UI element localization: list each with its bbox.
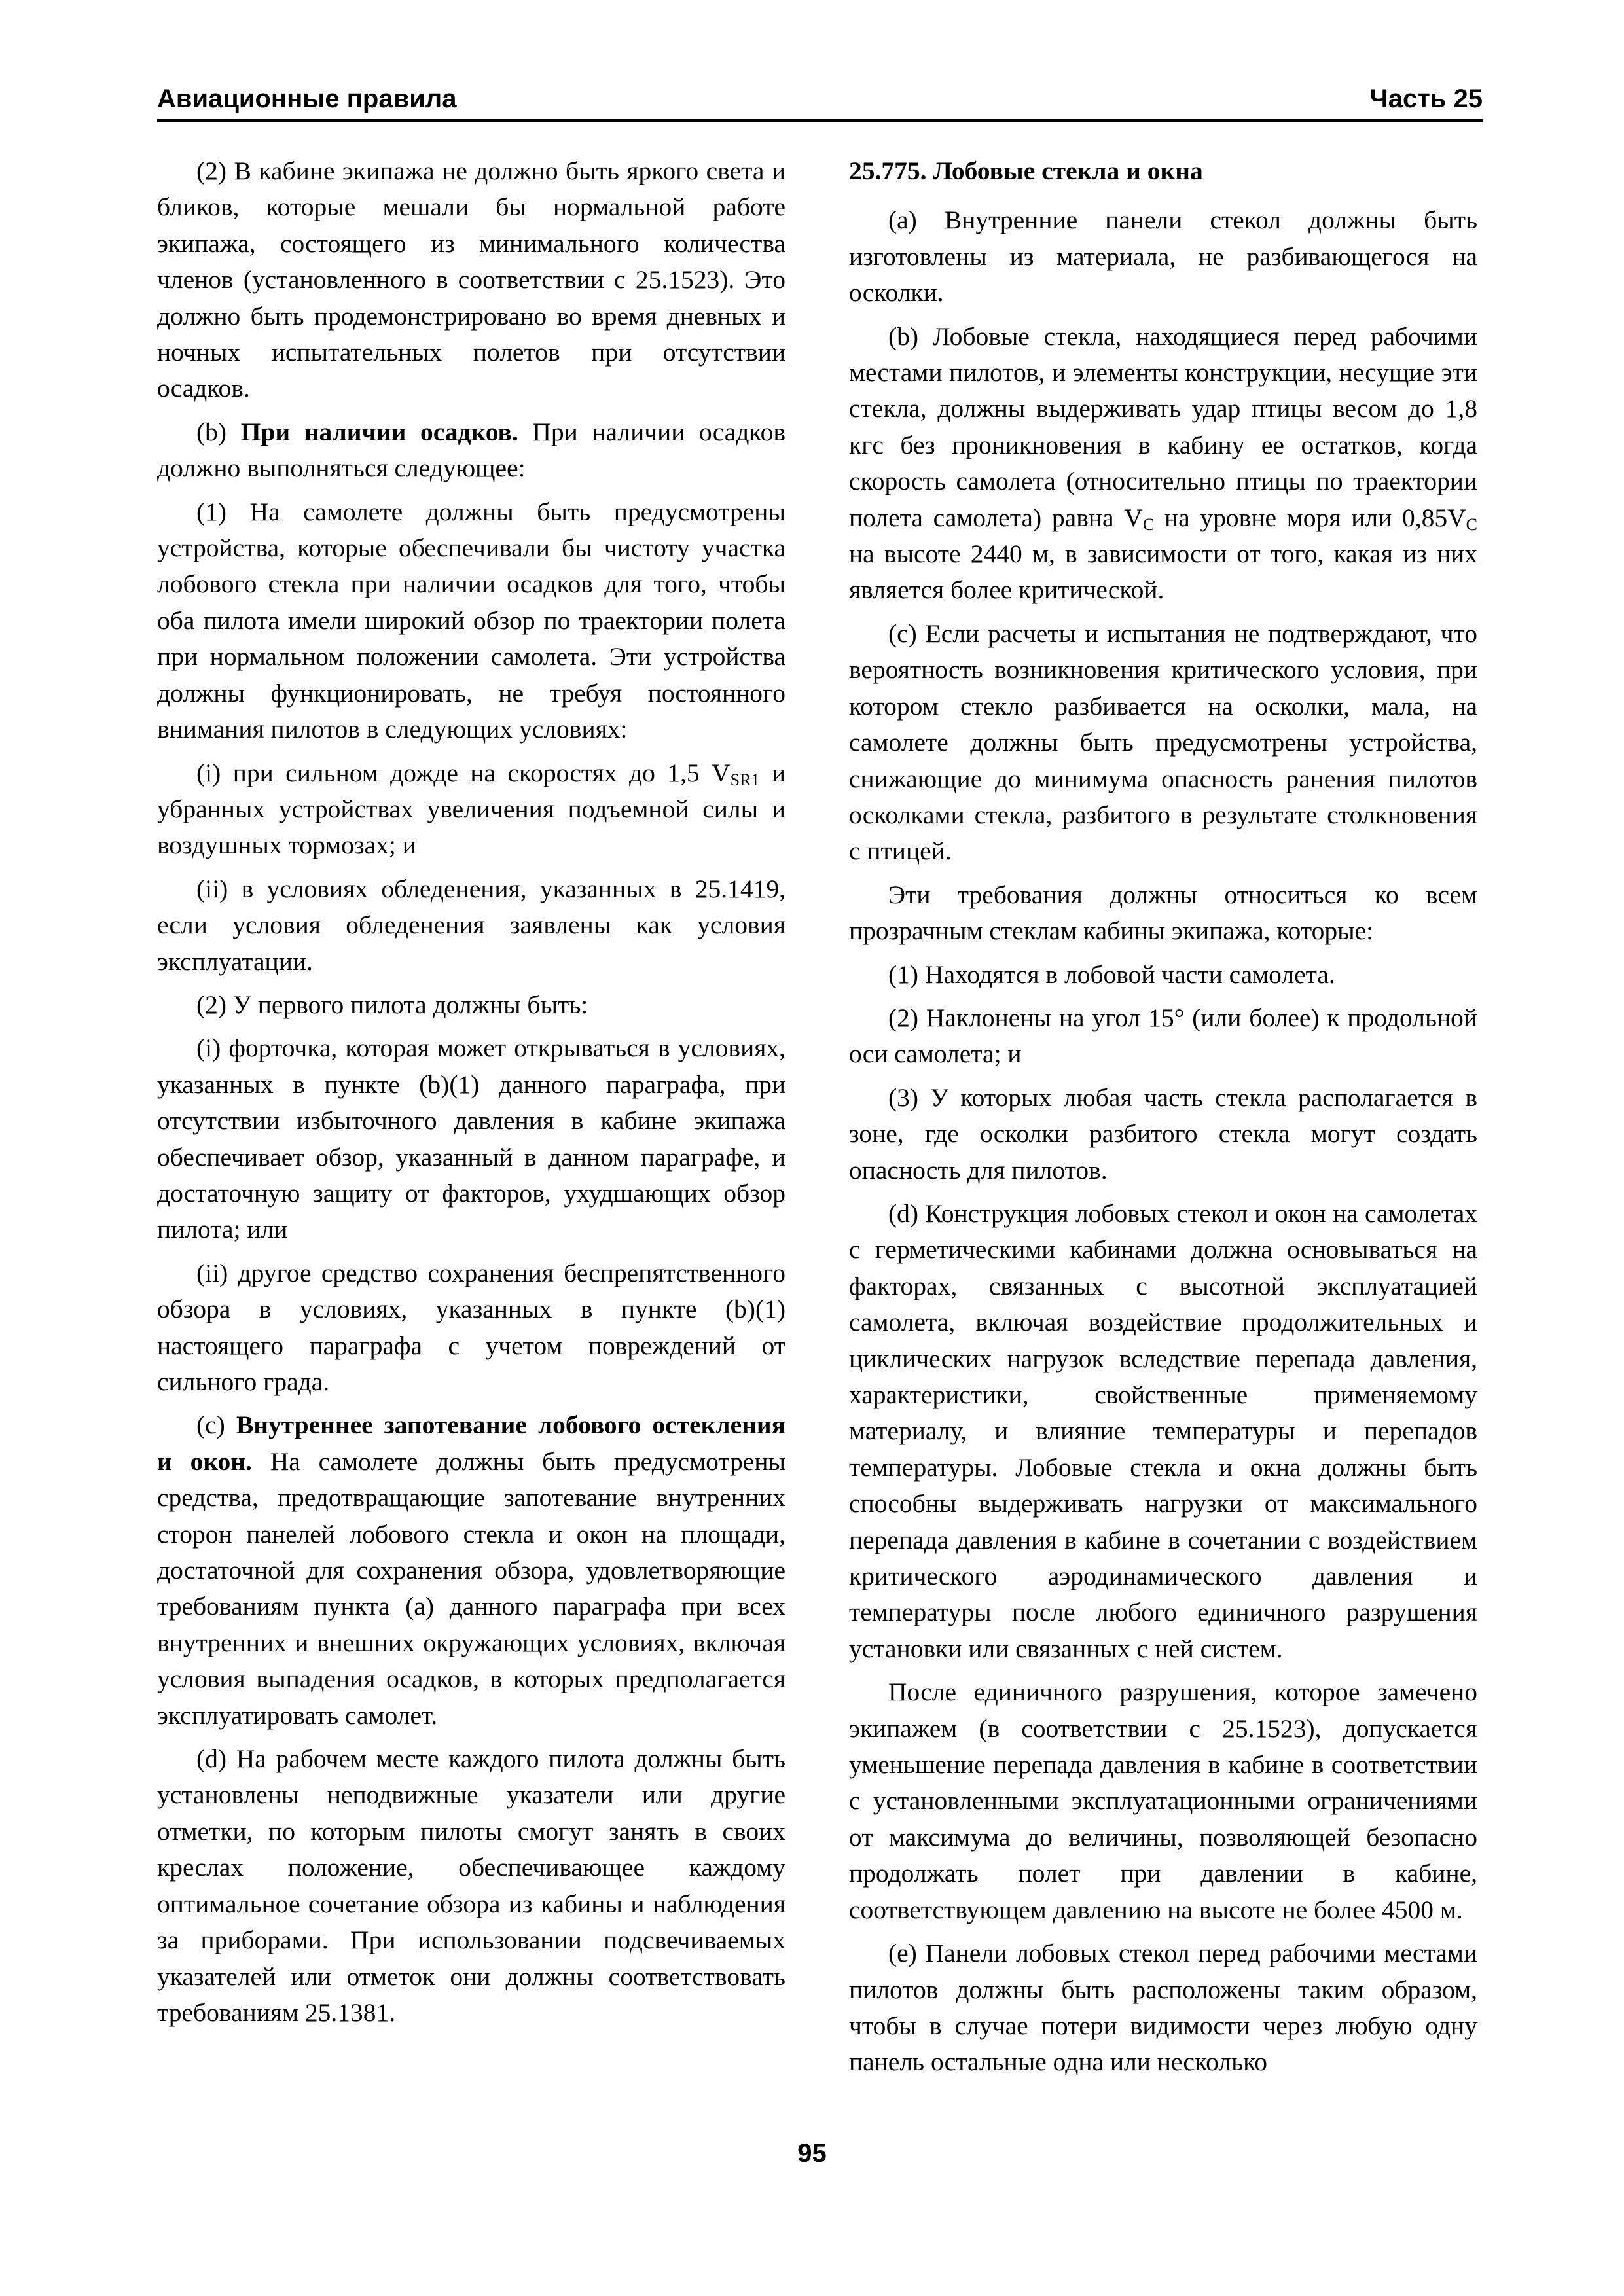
paragraph-text: и убранных устройствах увеличения подъемной силы и воздушных тормозах; и [157, 758, 786, 860]
paragraph: (2) У первого пилота должны быть: [196, 990, 588, 1019]
paragraph-text: на высоте 2440 м, в зависимости от того, какая из них является более критической. [849, 539, 1477, 605]
left-column [157, 153, 785, 2038]
paragraph-text: (b) Лобовые стекла, находящиеся перед рабочими местами пилотов, и элементы конструкции, несущие эти стекла, должны выдерживать удар птицы весом до 1,8 кгс без проникновения в кабину ее остатков, когда скорость самолета (относительно птицы по траектории полета самолета) равна V [849, 321, 1477, 532]
subscript: C [1142, 514, 1155, 534]
paragraph: (e) Панели лобовых стекол перед рабочими местами пилотов должны быть расположены таким образом, чтобы в случае потери видимости через любую одну панель остальные одна или несколько [849, 1939, 1477, 2077]
paragraph [157, 414, 785, 487]
paragraph: (i) форточка, которая может открываться в условиях, указанных в пункте (b)(1) данного параграфа, при отсутствии избыточного давления в кабине экипажа обеспечивает обзор, указанный в данном параграфе, и достаточную защиту от факторов, ухудшающих обзор пилота; или [157, 1033, 785, 1244]
paragraph-text: На самолете должны быть предусмотрены средства, предотвращающие запотевание внутренних сторон панелей лобового стекла и окон на площади, достаточной для сохранения обзора, удовлетворяющие требованиям пункта (a) данного параграфа при всех внутренних и внешних окружающих условиях, включая условия выпадения осадков, в которых предполагается эксплуатировать самолет. [157, 1446, 785, 1730]
paragraph-lead: (b) [196, 417, 241, 446]
paragraph: (a) Внутренние панели стекол должны быть изготовлены из материала, не разбивающегося на осколки. [849, 206, 1477, 308]
paragraph: (d) На рабочем месте каждого пилота должны быть установлены неподвижные указатели или другие отметки, по которым пилоты смогут занять в своих креслах положение, обеспечивающее каждому оптимальное сочетание обзора из кабины и наблюдения за приборами. При использовании подсвечиваемых указателей или отметок они должны соответствовать требованиям 25.1381. [157, 1744, 785, 2027]
paragraph: (3) У которых любая часть стекла располагается в зоне, где осколки разбитого стекла могут создать опасность для пилотов. [849, 1083, 1477, 1185]
header-part: Часть 25 [1369, 84, 1483, 113]
paragraph-heading: Внутреннее запотевание лобового остекления и окон. [157, 1410, 785, 1476]
paragraph-heading: При наличии осадков. [240, 417, 518, 446]
paragraph-text: (i) при сильном дожде на скоростях до 1,5 V [196, 758, 731, 787]
paragraph-lead: (c) [196, 1410, 236, 1440]
right-column [849, 153, 1477, 2088]
paragraph: Эти требования должны относиться ко всем прозрачным стеклам кабины экипажа, которые: [849, 880, 1477, 946]
section-title: 25.775. Лобовые стекла и окна [849, 156, 1203, 185]
paragraph: После единичного разрушения, которое замечено экипажем (в соответствии с 25.1523), допускается уменьшение перепада давления в кабине в соответствии с установленными эксплуатационными ограничениями от максимума до величины, позволяющей безопасно продолжать полет при давлении в кабине, соответствующем давлению на высоте не более 4500 м. [849, 1677, 1477, 1924]
paragraph: (1) На самолете должны быть предусмотрены устройства, которые обеспечивали бы чистоту участка лобового стекла при наличии осадков для того, чтобы оба пилота имели широкий обзор по траектории полета при нормальном положении самолета. Эти устройства должны функционировать, не требуя постоянного внимания пилотов в следующих условиях: [157, 497, 785, 744]
running-header [157, 77, 1483, 122]
page-number: 95 [797, 2139, 827, 2168]
header-title: Авиационные правила [157, 84, 457, 113]
paragraph: (2) Наклонены на угол 15° (или более) к продольной оси самолета; и [849, 1003, 1477, 1069]
paragraph: (2) В кабине экипажа не должно быть яркого света и бликов, которые мешали бы нормальной работе экипажа, состоящего из минимального количества членов (установленного в соответствии с 25.1523). Это должно быть продемонстрировано во время дневных и ночных испытательных полетов при отсутствии осадков. [157, 156, 785, 403]
subscript: SR1 [730, 770, 760, 789]
paragraph: (ii) другое средство сохранения беспрепятственного обзора в условиях, указанных в пункте (b)(1) настоящего параграфа с учетом повреждений от сильного града. [157, 1258, 785, 1396]
paragraph: (1) Находятся в лобовой части самолета. [888, 960, 1335, 989]
paragraph: (c) Если расчеты и испытания не подтверждают, что вероятность возникновения критического условия, при котором стекло разбивается на осколки, мала, на самолете должны быть предусмотрены устройства, снижающие до минимума опасность ранения пилотов осколками стекла, разбитого в результате столкновения с птицей. [849, 619, 1477, 866]
paragraph [157, 755, 785, 864]
paragraph-text: При наличии осадков должно выполняться следующее: [157, 417, 785, 483]
paragraph [849, 319, 1477, 609]
paragraph-text: на уровне моря или 0,85V [1154, 503, 1466, 532]
paragraph: (d) Конструкция лобовых стекол и окон на самолетах с герметическими кабинами должна основываться на факторах, связанных с высотной эксплуатацией самолета, включая воздействие продолжительных и циклических нагрузок вследствие перепада давления, характеристики, свойственные применяемому материалу, и влияние температуры и перепадов температуры. Лобовые стекла и окна должны быть способны выдерживать нагрузки от максимального перепада давления в кабине в сочетании с воздействием критического аэродинамического давления и температуры после любого единичного разрушения установки или связанных с ней систем. [849, 1198, 1477, 1663]
paragraph [157, 1407, 785, 1734]
subscript: C [1466, 514, 1477, 534]
paragraph: (ii) в условиях обледенения, указанных в 25.1419, если условия обледенения заявлены как условия эксплуатации. [157, 874, 785, 976]
